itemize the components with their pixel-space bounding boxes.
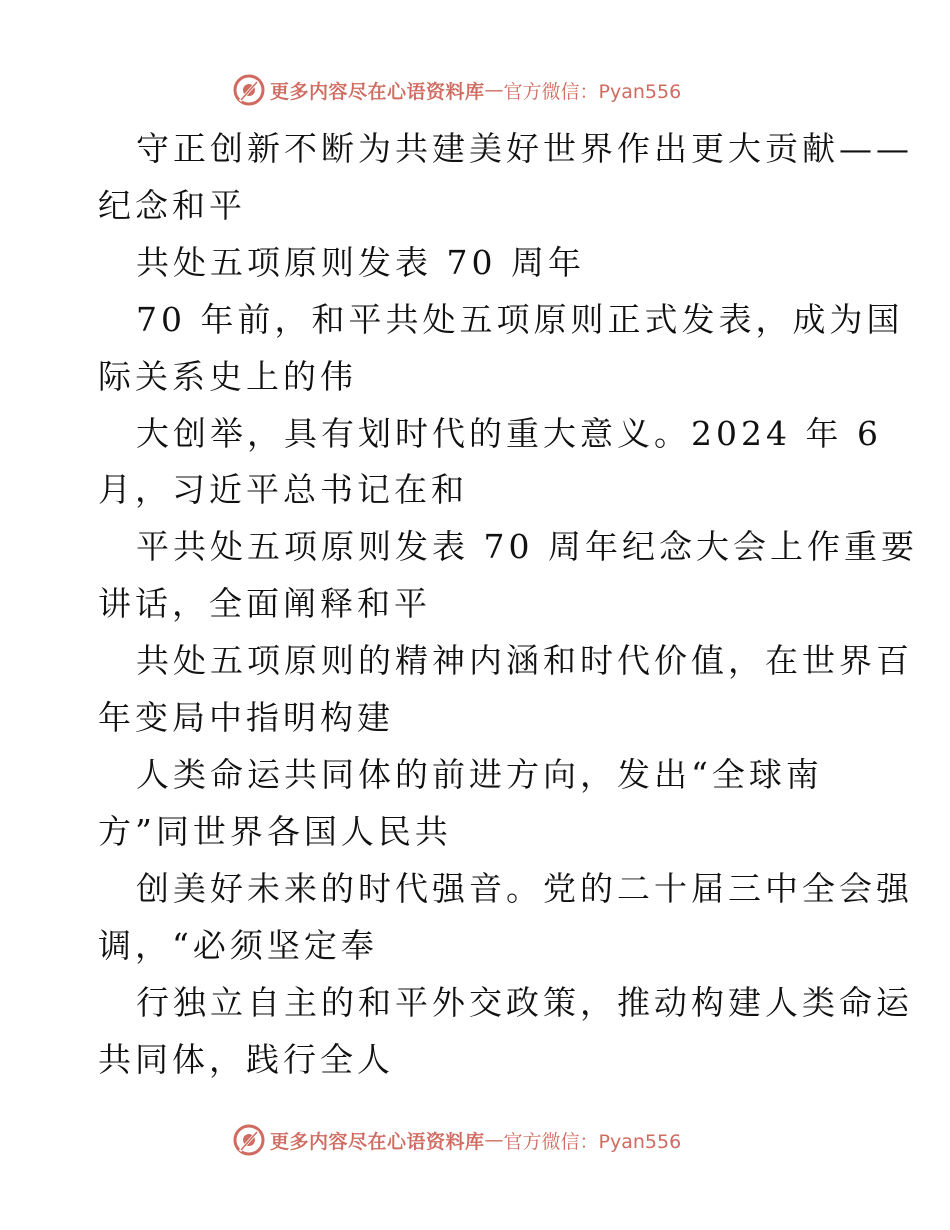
watermark-footer bbox=[232, 1122, 712, 1158]
text-line: 人类命运共同体的前进方向，发出“全球南 bbox=[136, 754, 823, 794]
text-line: 共处五项原则发表 70 周年 bbox=[136, 242, 585, 282]
text-line: 行独立自主的和平外交政策，推动构建人类命运 bbox=[136, 982, 913, 1022]
text-line: 月，习近平总书记在和 bbox=[98, 470, 468, 510]
article-body bbox=[98, 121, 918, 1088]
watermark-dash: — bbox=[484, 79, 504, 101]
text-line: 大创举，具有划时代的重大意义。2024 年 6 bbox=[136, 413, 882, 453]
text-line: 际关系史上的伟 bbox=[98, 356, 357, 396]
watermark-dash: — bbox=[484, 1129, 504, 1151]
watermark-brand: 更多内容尽在心语资料库 bbox=[270, 1130, 485, 1153]
text-line: 方”同世界各国人民共 bbox=[98, 811, 452, 851]
brand-logo-icon bbox=[232, 1123, 266, 1157]
text-line: 共处五项原则的精神内涵和时代价值，在世界百 bbox=[136, 641, 913, 681]
text-line: 70 年前，和平共处五项原则正式发表，成为国 bbox=[136, 299, 904, 339]
watermark-brand: 更多内容尽在心语资料库 bbox=[270, 80, 485, 103]
watermark-wechat: 官方微信：Pyan556 bbox=[503, 80, 682, 103]
text-line: 调，“必须坚定奉 bbox=[98, 925, 378, 965]
text-line: 年变局中指明构建 bbox=[98, 698, 394, 738]
brand-logo-icon bbox=[232, 73, 266, 107]
text-line: 守正创新不断为共建美好世界作出更大贡献—— bbox=[136, 129, 913, 168]
text-line: 纪念和平 bbox=[98, 185, 246, 225]
watermark-header bbox=[232, 72, 712, 108]
text-line: 讲话，全面阐释和平 bbox=[98, 584, 431, 624]
watermark-wechat: 官方微信：Pyan556 bbox=[503, 1130, 682, 1153]
text-line: 平共处五项原则发表 70 周年纪念大会上作重要 bbox=[136, 527, 918, 567]
text-line: 创美好未来的时代强音。党的二十届三中全会强 bbox=[136, 868, 913, 908]
text-line: 共同体，践行全人 bbox=[98, 1039, 394, 1079]
